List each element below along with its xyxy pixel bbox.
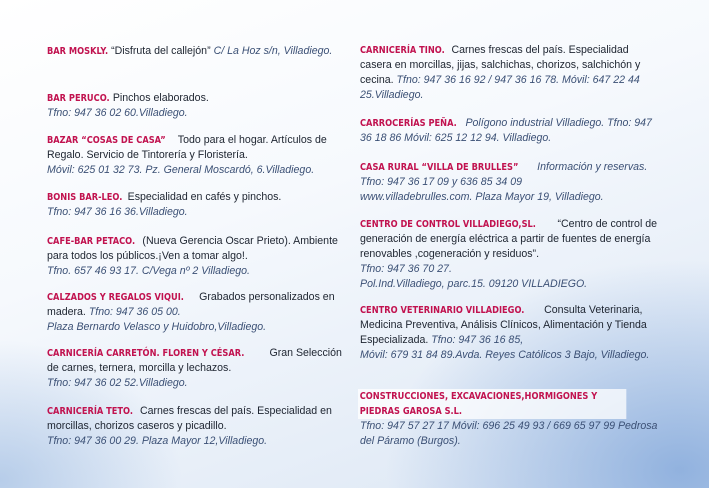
listing-description: Grabados personalizados en madera. [47,291,335,318]
listing-carniceria-teto [47,404,347,449]
listing-carniceria-carreton [47,346,347,391]
listing-carrocerias-pena [360,116,660,146]
listing-contact: Tfno: 947 36 16 85, [431,334,524,346]
listing-contact: Tfno: 947 36 70 27. [360,263,452,275]
listing-name: CALZADOS Y REGALOS VIQUI. [47,292,184,303]
listing-description: “Disfruta del callejón” [111,45,211,57]
listing-description: Carnes frescas del país. Especialidad en morcillas, chorizos caseros y picadillo. [47,405,332,432]
listing-contact: Móvil: 625 01 32 73. Pz. General Moscardó, 6.Villadiego. [47,164,315,176]
listing-contact: C/ La Hoz s/n, Villadiego. [213,45,333,57]
listing-description: “Centro de control de generación de energía eléctrica a partir de fuentes de energía renovables ,cogeneración y residuos”. [360,218,658,260]
listing-description: Pinchos elaborados. [112,92,209,104]
listing-name: BAR MOSKLY. [47,46,109,57]
listing-bar-peruco [47,91,347,121]
listing-contact: Tfno: 947 36 00 29. Plaza Mayor 12,Villadiego. [47,435,268,447]
listing-bazar-cosas-de-casa [47,133,347,178]
listing-name: CARNICERÍA TETO. [47,406,133,417]
listing-name: CAFE-BAR PETACO. [47,236,136,247]
listing-name: CARNICERÍA CARRETÓN. FLOREN Y CÉSAR. [47,348,245,359]
listing-name: CENTRO DE CONTROL VILLADIEGO,SL. [360,219,536,230]
listing-name: CARNICERÍA TINO. [360,45,445,56]
listing-description: Todo para el hogar. Artículos de Regalo. Servicio de Tintorería y Floristería. [47,134,327,161]
listing-name: CASA RURAL “VILLA DE BRULLES” [360,162,519,173]
listing-cafe-bar-petaco [47,234,347,279]
listing-carniceria-tino [360,43,660,103]
listing-name: CARROCERÍAS PEÑA. [360,118,457,129]
listing-description: Consulta Veterinaria, Medicina Preventiva, Análisis Clínicos, Alimentación y Tienda Especializada. [360,304,647,346]
listing-address: Móvil: 679 31 84 89.Avda. Reyes Católicos 3 Bajo, Villadiego. [360,349,650,361]
listing-centro-de-control [360,217,660,292]
listing-calzados-regalos-viqui [47,290,347,335]
listing-name: CENTRO VETERINARIO VILLADIEGO. [360,305,525,316]
listing-address: Pol.Ind.Villadiego, parc.15. 09120 VILLADIEGO. [360,278,588,290]
listing-casa-rural-villa-de-brulles [360,160,660,205]
listing-description: (Nueva Gerencia Oscar Prieto). Ambiente para todos los públicos.¡Ven a tomar algo!. [47,235,338,262]
listing-address: Plaza Bernardo Velasco y Huidobro,Villadiego. [47,321,267,333]
listing-construcciones-garosa [360,389,660,449]
listing-contact: Tfno: 947 57 27 17 Móvil: 696 25 49 93 / 669 65 97 99 Pedrosa del Páramo (Burgos). [360,420,658,447]
listing-name: BAR PERUCO. [47,93,110,104]
listing-contact: Tfno: 947 36 16 36.Villadiego. [47,206,188,218]
listing-name: BAZAR “COSAS DE CASA” [47,135,166,146]
listing-description: Carnes frescas del país. Especialidad casera en morcillas, jijas, salchichas, chorizos, salchichón y cecina. [360,44,641,86]
listing-contact: Tfno: 947 36 02 52.Villadiego. [47,377,188,389]
listing-contact: Polígono industrial Villadiego. Tfno: 947 36 18 86 Móvil: 625 12 12 94. Villadiego. [360,117,652,144]
listing-contact: Información y reservas. Tfno: 947 36 17 09 y 636 85 34 09 [360,161,648,188]
listing-description: Especialidad en cafés y pinchos. [127,191,282,203]
listing-website: www.villadebrulles.com. Plaza Mayor 19, Villadiego. [360,191,604,203]
listing-contact: Tfno: 947 36 02 60.Villadiego. [47,107,188,119]
listing-contact: Tfno: 947 36 16 92 / 947 36 16 78. Móvil: 647 22 44 25.Villadiego. [360,74,640,101]
listing-bar-moskly [47,44,347,59]
listing-description: Gran Selección de carnes, ternera, morcilla y lechazos. [47,347,342,374]
listing-bonis-bar-leo [47,190,347,220]
listing-name: CONSTRUCCIONES, EXCAVACIONES,HORMIGONES Y PIEDRAS GAROSA S.L. [358,389,626,419]
listing-centro-veterinario [360,303,660,363]
listing-name: BONIS BAR-LEO. [47,192,123,203]
listing-contact: Tfno. 657 46 93 17. C/Vega nº 2 Villadiego. [47,265,250,277]
listing-contact: Tfno: 947 36 05 00. [88,306,181,318]
